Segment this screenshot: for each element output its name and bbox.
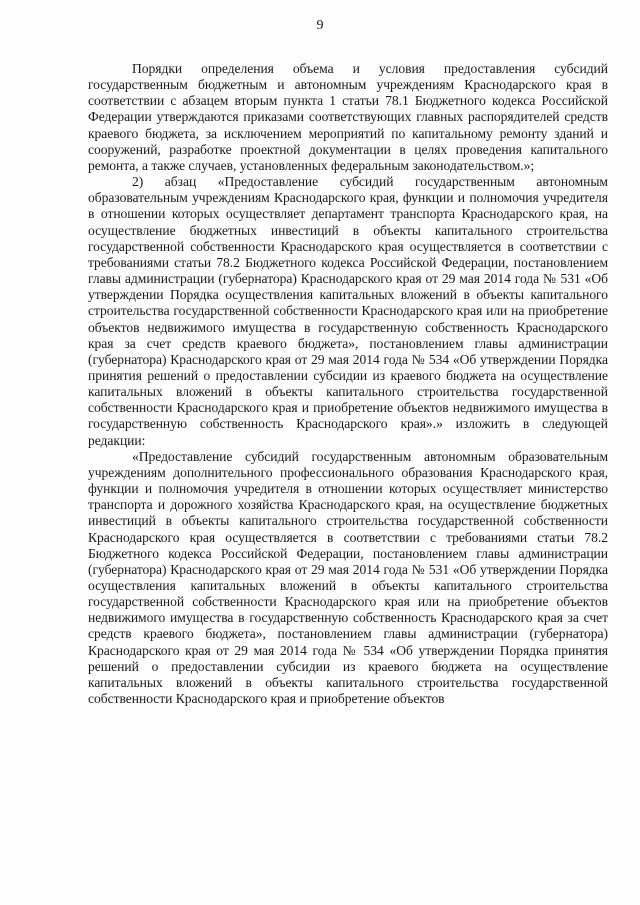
document-body: [88, 61, 608, 707]
paragraph-amendment-item-2: 2) абзац «Предоставление субсидий государственным автономным образовательным учреждениям Краснодарского края, функции и полномочия учредителя в отношении которых осуществляет департамент транспорта Краснодарского края, на осуществление бюджетных инвестиций в объекты капитального строительства государственной собственности Краснодарского края осуществляется в соответствии с требованиями статьи 78.2 Бюджетного кодекса Российской Федерации, постановлением главы администрации (губернатора) Краснодарского края от 29 мая 2014 года № 531 «Об утверждении Порядка осуществления капитальных вложений в объекты капитального строительства государственной собственности Краснодарского края или на приобретение объектов недвижимого имущества в государственную собственность Краснодарского края за счет средств краевого бюджета», постановлением главы администрации (губернатора) Краснодарского края от 29 мая 2014 года № 534 «Об утверждении Порядка принятия решений о предоставлении субсидии из краевого бюджета на осуществление капитальных вложений в объекты капитального строительства государственной собственности Краснодарского края и приобретение объектов недвижимого имущества в государственную собственность Краснодарского края».» изложить в следующей редакции:: [88, 174, 608, 448]
page-number: 9: [316, 18, 324, 33]
paragraph-subsidy-procedures: Порядки определения объема и условия предоставления субсидий государственным бюджетным и автономным учреждениям Краснодарского края в соответствии с абзацем вторым пункта 1 статьи 78.1 Бюджетного кодекса Российской Федерации утверждаются приказами соответствующих главных распорядителей средств краевого бюджета, за исключением мероприятий по капитальному ремонту зданий и сооружений, разработке проектной документации в целях проведения капитального ремонта, а также случаев, установленных федеральным законодательством.»;: [88, 61, 608, 173]
paragraph-new-wording: «Предоставление субсидий государственным автономным образовательным учреждениям дополнительного профессионального образования Краснодарского края, функции и полномочия учредителя в отношении которых осуществляет министерство транспорта и дорожного хозяйства Краснодарского края, на осуществление бюджетных инвестиций в объекты капитального строительства государственной собственности Краснодарского края осуществляется в соответствии с требованиями статьи 78.2 Бюджетного кодекса Российской Федерации, постановлением главы администрации (губернатора) Краснодарского края от 29 мая 2014 года № 531 «Об утверждении Порядка осуществления капитальных вложений в объекты капитального строительства государственной собственности Краснодарского края или на приобретение объектов недвижимого имущества в государственную собственность Краснодарского края за счет средств краевого бюджета», постановлением главы администрации (губернатора) Краснодарского края от 29 мая 2014 года № 534 «Об утверждении Порядка принятия решений о предоставлении субсидии из краевого бюджета на осуществление капитальных вложений в объекты капитального строительства государственной собственности Краснодарского края и приобретение объектов: [88, 448, 608, 707]
